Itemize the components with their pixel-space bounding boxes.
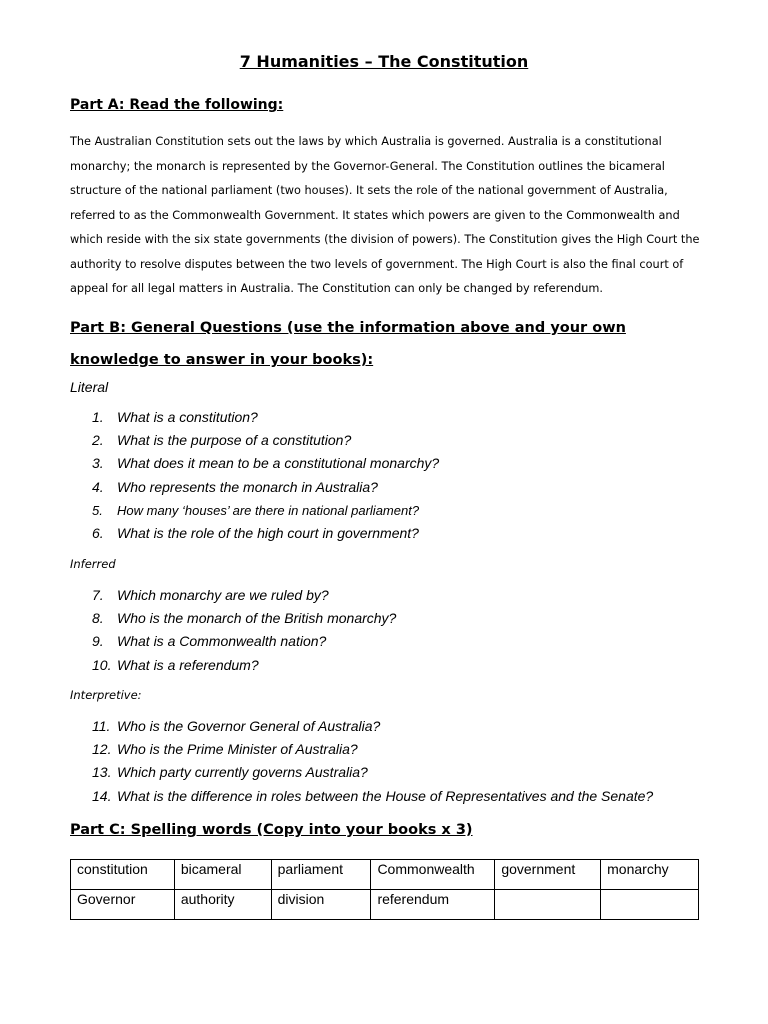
spelling-word-cell: Governor	[71, 890, 175, 920]
question-item	[92, 785, 653, 808]
question-text: Who is the Governor General of Australia?	[117, 718, 381, 734]
part-b-heading: Part B: General Questions (use the information above and your own knowledge to answer in your books):	[70, 320, 626, 368]
page-title: 7 Humanities – The Constitution	[239, 52, 529, 71]
question-number: 9.	[92, 633, 104, 650]
spelling-table	[70, 859, 699, 920]
question-text: What is a referendum?	[117, 656, 259, 673]
question-number: 7.	[92, 587, 104, 603]
spelling-word-cell: division	[271, 890, 371, 920]
inferred-label: Inferred	[70, 557, 116, 571]
question-text: What is a constitution?	[117, 409, 258, 425]
question-number: 10.	[92, 656, 112, 673]
table-row	[71, 890, 699, 920]
question-number: 14.	[92, 787, 112, 804]
question-text: Who is the Prime Minister of Australia?	[117, 741, 358, 758]
question-item	[92, 499, 439, 522]
question-number: 2.	[92, 432, 104, 449]
part-a-paragraph: The Australian Constitution sets out the laws by which Australia is governed. Australia is a constitutional monarchy; the monarch is represented by the Governor-General. The Constitution outlines the bicameral structure of the national parliament (two houses). It sets the role of the national government of Australia, referred to as the Commonwealth Government. It states which powers are given to the Commonwealth and which reside with the six state governments (the division of powers). The Constitution gives the High Court the authority to resolve disputes between the two levels of government. The High Court is also the final court of appeal for all legal matters in Australia. The Constitution can only be changed by referendum.	[70, 135, 700, 295]
literal-question-list	[92, 406, 439, 545]
spelling-word-cell: authority	[174, 890, 271, 920]
table-row	[71, 860, 699, 890]
question-text: What is a Commonwealth nation?	[117, 633, 327, 650]
question-number: 8.	[92, 610, 104, 627]
spelling-word-cell: parliament	[271, 860, 371, 890]
question-number: 1.	[92, 409, 104, 425]
spelling-word-cell	[495, 890, 601, 920]
spelling-word-cell: referendum	[371, 890, 495, 920]
question-number: 3.	[92, 455, 104, 472]
question-item	[92, 406, 439, 429]
question-number: 6.	[92, 524, 104, 541]
question-number: 13.	[92, 764, 112, 781]
question-item	[92, 476, 439, 499]
spelling-word-cell: government	[495, 860, 601, 890]
question-text: What is the purpose of a constitution?	[117, 432, 352, 449]
spelling-word-cell: Commonwealth	[371, 860, 495, 890]
question-text: What is the role of the high court in government?	[117, 524, 419, 541]
part-a-heading: Part A: Read the following:	[70, 97, 284, 113]
question-text: Who represents the monarch in Australia?	[117, 478, 378, 495]
part-c-heading: Part C: Spelling words (Copy into your books x 3)	[70, 822, 473, 838]
question-text: What does it mean to be a constitutional monarchy?	[117, 455, 440, 472]
question-item	[92, 452, 439, 475]
literal-label: Literal	[70, 379, 109, 395]
question-item	[92, 522, 439, 545]
question-text: Who is the monarch of the British monarchy?	[117, 610, 397, 627]
question-item	[92, 761, 653, 784]
question-item	[92, 630, 396, 653]
spelling-word-cell: bicameral	[174, 860, 271, 890]
question-text: What is the difference in roles between the House of Representatives and the Senate?	[117, 787, 654, 804]
inferred-question-list	[92, 584, 396, 677]
question-item	[92, 715, 653, 738]
question-text: Which party currently governs Australia?	[117, 764, 368, 781]
question-item	[92, 607, 396, 630]
question-number: 11.	[92, 718, 111, 734]
spelling-word-cell: constitution	[71, 860, 175, 890]
interpretive-label: Interpretive:	[70, 688, 142, 702]
question-item	[92, 429, 439, 452]
interpretive-question-list	[92, 715, 653, 808]
question-text: Which monarchy are we ruled by?	[117, 587, 329, 603]
question-item	[92, 738, 653, 761]
question-item	[92, 584, 396, 607]
question-number: 5.	[92, 502, 103, 518]
spelling-word-cell: monarchy	[601, 860, 699, 890]
question-number: 12.	[92, 741, 112, 758]
question-text: How many ‘houses’ are there in national parliament?	[117, 502, 420, 518]
question-item	[92, 654, 396, 677]
spelling-word-cell	[601, 890, 699, 920]
question-number: 4.	[92, 478, 104, 495]
